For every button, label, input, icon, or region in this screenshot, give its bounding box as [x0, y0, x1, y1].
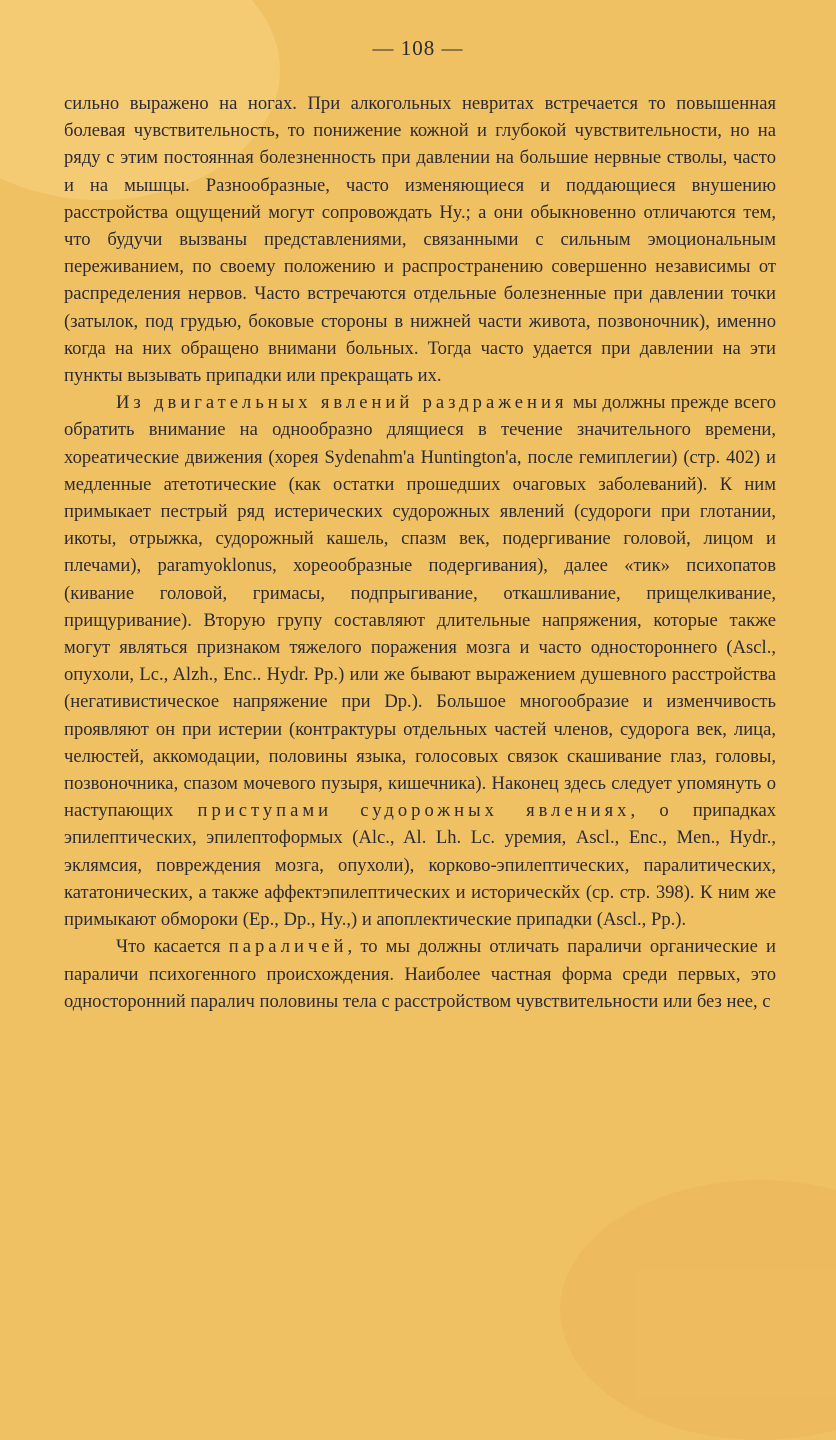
emphasized-text: приступами судорожных явлениях — [197, 800, 631, 822]
emphasized-text: Из двигательных явлений раздражения — [116, 392, 568, 414]
page-number: — 108 — — [372, 36, 464, 60]
emphasized-text: параличей — [228, 936, 348, 958]
text-run: Что касается — [116, 936, 229, 958]
paragraph — [64, 90, 776, 389]
paragraph — [64, 933, 776, 1015]
text-run: мы должны прежде всего обратить внимание на однообразно длящиеся в течение значительного времени, хореатические движения (хорея Sydenahm'a Huntington'a, после гемиплегии) (стр. 402) и медленные атетотические (как остатки прошедших очаговых заболеваний). К ним примыкает пестрый ряд истерических судорожных явлений (судороги при глотании, икоты, отрыжка, судорожный кашель, спазм век, подергивание головой, лицом и плечами), paramyoklonus, хореообразные подергивания), далее «тик» психопатов (кивание головой, гримасы, подпрыгивание, откашливание, прищелкивание, прищуривание). Вторую групу составляют длительные напряжения, которые также могут являться признаком тяжелого поражения мозга и часто одностороннего (Ascl., опухоли, Lc., Alzh., Enc.. Hydr. Pp.) или же бывают выражением душевного расстройства (негативистическое напряжение при Dp.). Большое многообразие и изменчивость проявляют он при истерии (контрактуры отдельных частей членов, судорога век, лица, челюстей, аккомодации, половины языка, голосовых связок скашивание глаз, головы, позвоночника, спазом мочевого пузыря, кишечника). Наконец здесь следует упомянуть о наступающих — [64, 392, 777, 822]
paper-stain — [560, 1180, 836, 1440]
text-run: , то мы должны отличать параличи органические и параличи психогенного происхождения. Наиболее частная форма среди первых, это односторонний паралич половины тела с расстройством чувствительности или без нее, с — [64, 936, 776, 1012]
text-run: сильно выражено на ногах. При алкогольных невритах встречается то повышенная болевая чувствительность, то понижение кожной и глубокой чувствительности, но на ряду с этим постоянная болезненность при давлении на большие нервные стволы, часто и на мышцы. Разнообразные, часто изменяющиеся и поддающиеся внушению расстройства ощущений могут сопровождать Hy.; а они обыкновенно отличаются тем, что будучи вызваны представлениями, связанными с сильным эмоциональным переживанием, по своему положению и распространению совершенно независимы от распределения нервов. Часто встречаются отдельные болезненные при давлении точки (затылок, под грудью, боковые стороны в нижней части живота, позвоночник), именно когда на них обращено внимани больных. Тогда часто удается при давлении на эти пункты вызывать припадки или прекращать их. — [64, 93, 776, 387]
body-text — [64, 90, 776, 1015]
text-run: , о припадках эпилептических, эпилептоформых (Alc., Al. Lh. Lc. уремия, Ascl., Enc., Men., Hydr., эклямсия, повреждения мозга, опухоли), корково-эпилептических, паралитических, кататонических, а также аффектэпилептических и историческйх (ср. стр. 398). К ним же примыкают обмороки (Ep., Dp., Hy.,) и апоплектические припадки (Ascl., Pp.). — [64, 800, 776, 931]
paragraph — [64, 389, 776, 933]
